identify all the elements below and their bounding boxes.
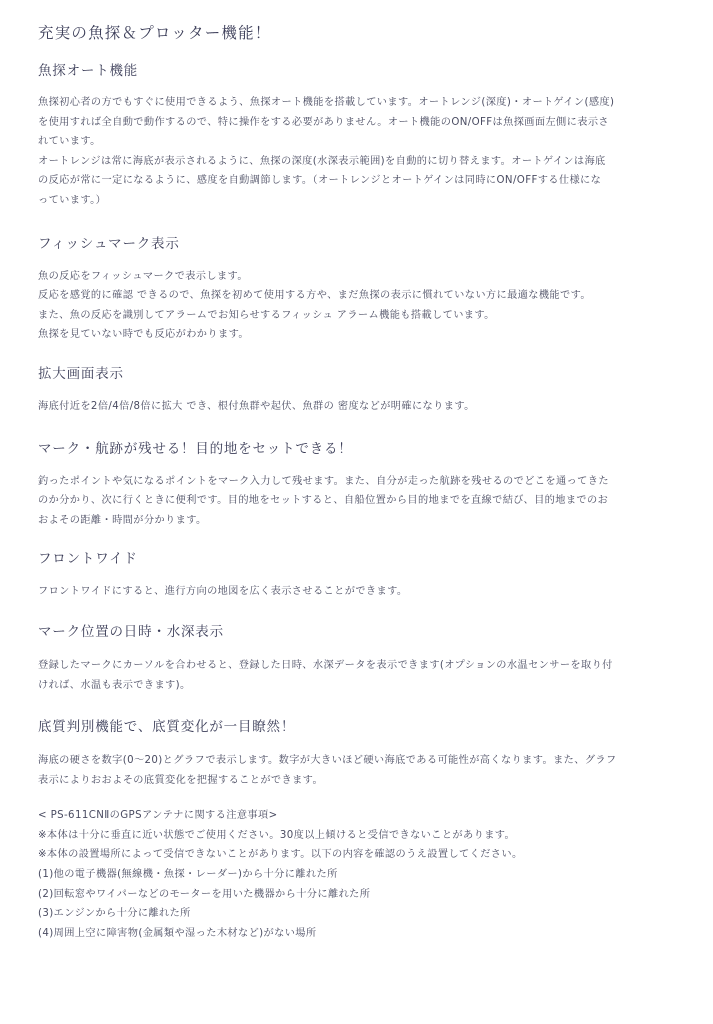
notes-line: (2)回転窓やワイパーなどのモーターを用いた機器から十分に離れた所	[38, 888, 371, 900]
section-body	[38, 267, 683, 345]
page-title: 充実の魚探＆プロッター機能！	[38, 24, 272, 42]
section-title: マーク位置の日時・水深表示	[38, 623, 224, 640]
section-title: 底質判別機能で、底質変化が一目瞭然！	[38, 719, 296, 736]
section-body	[38, 397, 683, 417]
section-auto-fishfinder	[38, 61, 683, 211]
gps-antenna-notes	[38, 806, 683, 943]
section-title: フィッシュマーク表示	[38, 235, 180, 252]
notes-line: ※本体は十分に垂直に近い状態でご使用ください。30度以上傾けると受信できないことがあります。	[38, 829, 516, 841]
body-line: 反応を感覚的に確認 できるので、魚探を初めて使用する方や、まだ魚探の表示に慣れていない方に最適な機能です。	[38, 290, 591, 302]
body-line: 魚探を見ていない時でも反応がわかります。	[38, 329, 249, 341]
body-line: およその距離・時間が分かります。	[38, 514, 207, 526]
notes-line: ※本体の設置場所によって受信できないことがあります。以下の内容を確認のうえ設置してください。	[38, 849, 523, 861]
section-title: マーク・航跡が残せる！目的地をセットできる！	[38, 440, 353, 457]
notes-line: (4)周囲上空に障害物(金属類や湿った木材など)がない場所	[38, 927, 317, 939]
body-line: 海底の硬さを数字(0〜20)とグラフで表示します。数字が大きいほど硬い海底である可能性が高くなります。また、グラフ	[38, 755, 617, 767]
body-line: 表示によりおおよその底質変化を把握することができます。	[38, 774, 324, 786]
body-line: 海底付近を2倍/4倍/8倍に拡大 でき、根付魚群や起伏、魚群の 密度などが明確になります。	[38, 400, 475, 412]
section-body	[38, 582, 683, 602]
section-bottom-discrimination	[38, 717, 683, 790]
section-fish-mark	[38, 234, 683, 345]
section-front-wide	[38, 549, 683, 602]
section-mark-datetime-depth	[38, 622, 683, 695]
body-line: また、魚の反応を識別してアラームでお知らせするフィッシュ アラーム機能も搭載しています。	[38, 309, 495, 321]
section-zoom-display	[38, 364, 683, 417]
section-title: 拡大画面表示	[38, 365, 124, 382]
body-line: れています。	[38, 136, 101, 148]
section-body	[38, 656, 683, 695]
body-line: 釣ったポイントや気になるポイントをマーク入力して残せます。また、自分が走った航跡を残せるのでどこを通ってきた	[38, 475, 609, 487]
body-line: のか分かり、次に行くときに便利です。目的地をセットすると、自船位置から目的地までを直線で結び、目的地までのお	[38, 495, 609, 507]
body-line: 魚の反応をフィッシュマークで表示します。	[38, 270, 248, 282]
section-body	[38, 93, 683, 211]
body-line: オートレンジは常に海底が表示されるように、魚探の深度(水深表示範囲)を自動的に切り替えます。オートゲインは海底	[38, 155, 606, 167]
section-title: 魚探オート機能	[38, 63, 139, 79]
section-body	[38, 751, 683, 790]
section-title: フロントワイド	[38, 551, 138, 568]
section-mark-track	[38, 439, 683, 531]
body-line: ければ、水温も表示できます)。	[38, 679, 191, 691]
notes-heading: < PS-611CNⅡのGPSアンテナに関する注意事項>	[38, 810, 278, 822]
notes-line: (3)エンジンから十分に離れた所	[38, 908, 191, 920]
body-line: っています。）	[38, 194, 107, 206]
section-body	[38, 472, 683, 531]
body-line: 登録したマークにカーソルを合わせると、登録した日時、水深データを表示できます(オプションの水温センサーを取り付	[38, 659, 613, 671]
body-line: を使用すれば全自動で動作するので、特に操作をする必要がありません。オート機能のON/OFFは魚探画面左側に表示さ	[38, 116, 609, 128]
body-line: フロントワイドにすると、進行方向の地図を広く表示させることができます。	[38, 586, 408, 598]
body-line: の反応が常に一定になるように、感度を自動調節します。（オートレンジとオートゲインは同時にON/OFFする仕様にな	[38, 175, 602, 187]
notes-line: (1)他の電子機器(無線機・魚探・レーダー)から十分に離れた所	[38, 869, 338, 881]
body-line: 魚探初心者の方でもすぐに使用できるよう、魚探オート機能を搭載しています。オートレンジ(深度)・オートゲイン(感度)	[38, 97, 615, 108]
